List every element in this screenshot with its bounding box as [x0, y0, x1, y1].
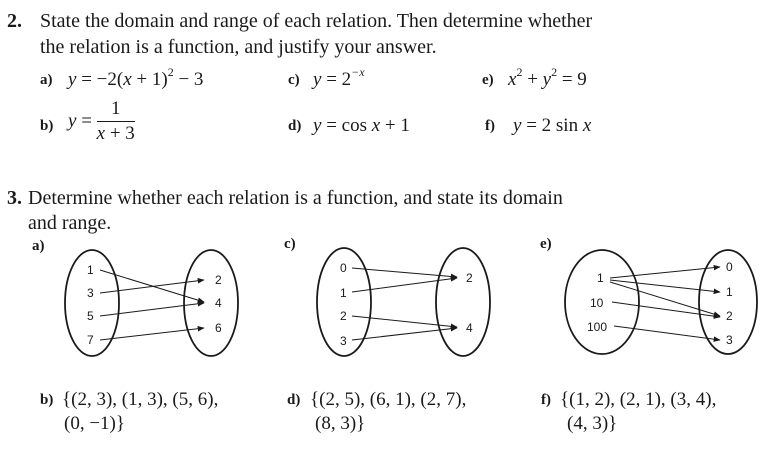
- q2-part-a-label: a): [40, 72, 53, 88]
- question-2-number: 2.: [7, 10, 22, 32]
- question-2-line-2: the relation is a function, and justify your answer.: [40, 36, 437, 58]
- diagram-a-arrow-5-4: [100, 303, 204, 316]
- question-3-line-1: Determine whether each relation is a function, and state its domain: [28, 187, 563, 209]
- q3-part-d-line-2: (8, 3)}: [315, 413, 366, 434]
- diagram-e-range-2: 2: [726, 309, 733, 323]
- diagram-e-arrow-10-2: [612, 302, 720, 317]
- diagram-e-arrow-1-1: [610, 280, 720, 292]
- q2-part-c-label: c): [288, 72, 300, 88]
- q3-part-b-line-2: (0, −1)}: [64, 413, 125, 434]
- q3-part-f-label: f): [541, 392, 551, 408]
- question-2-line-1: State the domain and range of each relation. Then determine whether: [40, 10, 593, 32]
- diagram-e-arrow-1-2: [610, 282, 720, 316]
- q2-part-b-lhs: y =: [68, 110, 92, 132]
- diagram-a-domain-3: 3: [87, 286, 94, 300]
- q3-part-d-label: d): [287, 392, 301, 408]
- diagram-e-domain-100: 100: [587, 320, 608, 334]
- diagram-e-range-3: 3: [726, 333, 733, 347]
- q3-part-b-label: b): [40, 392, 54, 408]
- diagram-c-arrow-1-2: [352, 278, 457, 292]
- diagram-c-range-oval: [436, 248, 490, 356]
- q2-part-b-numerator: 1: [110, 98, 121, 119]
- q2-part-d-equation: y = cos x + 1: [313, 115, 410, 136]
- diagram-c-range-4: 4: [466, 321, 473, 335]
- q3-part-d-line-1: {(2, 5), (6, 1), (2, 7),: [310, 389, 467, 410]
- q2-part-f-label: f): [485, 118, 495, 134]
- diagram-a-domain-5: 5: [87, 309, 94, 323]
- diagram-a-range-oval: [184, 250, 238, 356]
- q3-part-f-line-2: (4, 3)}: [567, 413, 618, 434]
- diagram-a-arrow-3-2: [100, 280, 204, 293]
- diagram-e: [540, 236, 757, 354]
- diagram-e-domain-10: 10: [590, 296, 604, 310]
- diagram-e-domain-1: 1: [597, 271, 604, 285]
- diagram-a-domain-1: 1: [87, 263, 94, 277]
- diagram-c-domain-2: 2: [340, 309, 347, 323]
- diagram-a-range-6: 6: [215, 321, 222, 335]
- q2-part-b-denominator: x + 3: [96, 123, 135, 144]
- q2-part-e-label: e): [482, 72, 494, 88]
- question-3-line-2: and range.: [28, 212, 112, 234]
- q2-part-b-label: b): [40, 118, 54, 134]
- diagram-e-label: e): [540, 236, 552, 252]
- q2-part-d-label: d): [288, 118, 302, 134]
- diagram-e-range-1: 1: [726, 285, 733, 299]
- q2-part-f-equation: y = 2 sin x: [513, 115, 592, 136]
- q2-part-e-equation: $x^2 + y^2 = 9$: [508, 64, 587, 90]
- diagram-c-domain-1: 1: [340, 286, 347, 300]
- question-3-number: 3.: [7, 187, 22, 209]
- diagram-c-domain-3: 3: [340, 334, 347, 348]
- diagram-a-range-2: 2: [215, 273, 222, 287]
- q2-part-c-equation: $y = 2^{-x}$: [313, 64, 365, 90]
- diagram-a: [32, 238, 238, 356]
- diagram-c-label: c): [284, 236, 296, 252]
- q2-part-a-equation: $y = -2(x + 1)^2 - 3$: [68, 64, 204, 90]
- diagram-c-range-2: 2: [466, 271, 473, 285]
- q3-part-f-line-1: {(1, 2), (2, 1), (3, 4),: [560, 389, 717, 410]
- diagram-a-domain-7: 7: [87, 333, 94, 347]
- diagram-c-domain-0: 0: [340, 261, 347, 275]
- diagram-a-range-4: 4: [215, 296, 222, 310]
- diagram-c: [284, 236, 490, 356]
- diagram-a-label: a): [32, 238, 45, 254]
- q3-part-b-line-1: {(2, 3), (1, 3), (5, 6),: [62, 389, 219, 410]
- diagram-e-range-0: 0: [726, 260, 733, 274]
